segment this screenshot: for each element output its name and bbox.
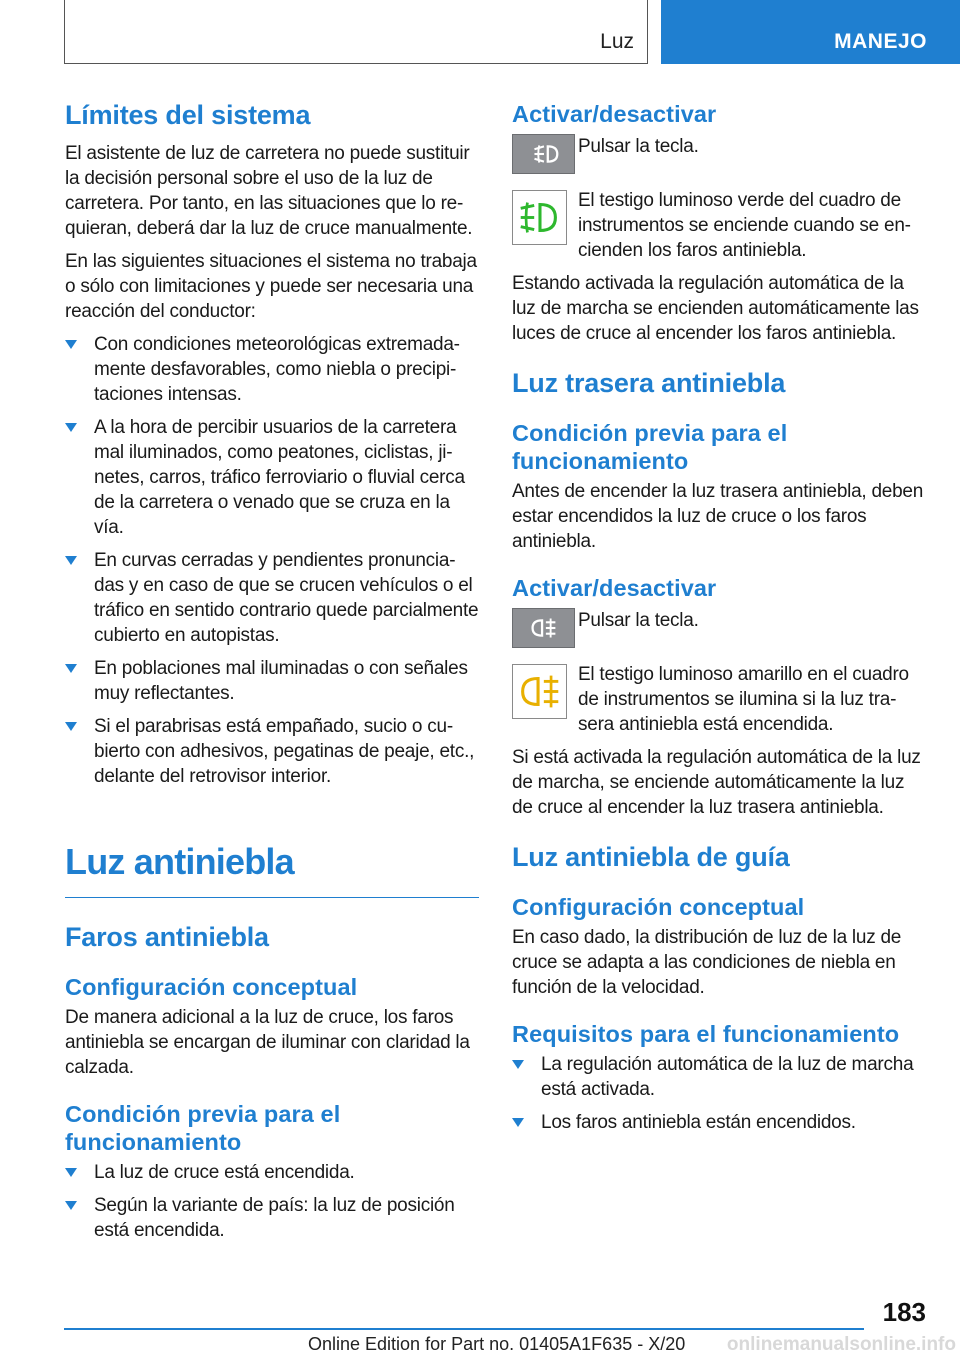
guide-requirements-heading: Requisitos para el funcionamiento (512, 1021, 900, 1047)
front-lamp-row (512, 188, 926, 263)
edition-text: Online Edition for Part no. 01405A1F635 - X/20 (308, 1334, 686, 1354)
front-fog-heading: Faros antiniebla (65, 922, 269, 952)
limits-list (65, 332, 479, 789)
rear-fog-indicator-icon (512, 664, 567, 719)
bullet-triangle-icon (512, 1060, 524, 1069)
rear-press-key-text: Pulsar la tecla. (578, 610, 699, 631)
front-key-row (512, 132, 926, 180)
list-item: Según la variante de país: la luz de posición está encendida. (65, 1193, 479, 1243)
list-item: Si el parabrisas está empañado, sucio o cubierto con adhesivos, pegatinas de peaje, etc., delante del retrovisor interior. (65, 714, 479, 789)
section-title: Luz (600, 30, 634, 53)
onoff-heading: Activar/desactivar (512, 101, 717, 127)
chapter-tab: MANEJO (661, 0, 960, 64)
list-item: A la hora de percibir usuarios de la carretera mal iluminados, como peatones, ciclistas, jinetes, carros, tráfico ferroviario o fluvial cerca de la carretera o venado que se cruza en la vía. (65, 415, 479, 540)
guide-fog-heading: Luz antiniebla de guía (512, 842, 790, 872)
rear-onoff-heading: Activar/desactivar (512, 575, 717, 601)
footer-divider (64, 1328, 864, 1330)
bullet-triangle-icon (512, 1118, 524, 1127)
list-item: Con condiciones meteorológicas extremadamente desfavorables, como niebla o precipitaciones intensas. (65, 332, 479, 407)
list-item: En curvas cerradas y pendientes pronunciadas y en caso de que se crucen vehículos o el tráfico en sentido contrario quede parcialmente cubierto en autopistas. (65, 548, 479, 648)
watermark: onlinemanualsonline.info (726, 1334, 956, 1355)
front-fog-key-icon (512, 134, 575, 174)
bullet-triangle-icon (65, 556, 77, 565)
rear-precondition-heading: Condición previa para el funcionamiento (512, 420, 788, 474)
concept-paragraph: De manera adicional a la luz de cruce, los faros antiniebla se encargan de iluminar con claridad la calzada. (65, 1007, 470, 1078)
guide-concept-paragraph: En caso dado, la distribución de luz de la luz de cruce se adapta a las condiciones de niebla en función de la velocidad. (512, 927, 902, 998)
rear-fog-heading: Luz trasera antiniebla (512, 368, 786, 398)
press-key-text: Pulsar la tecla. (578, 136, 699, 157)
front-auto-paragraph: Estando activada la regulación automática de la luz de marcha se encienden automáticamente las luces de cruce al encender los faros antiniebla. (512, 273, 919, 344)
right-column (512, 100, 926, 1143)
precondition-list (65, 1160, 479, 1243)
guide-requirements-list (512, 1052, 926, 1135)
rear-lamp-row (512, 662, 926, 737)
fog-light-heading: Luz antiniebla (65, 841, 479, 898)
page-number: 183 (882, 1297, 926, 1327)
header-frame (64, 0, 648, 64)
limits-paragraph-1: El asistente de luz de carretera no puede sustituir la decisión personal sobre el uso de la luz de carretera. Por tanto, en las situaciones que lo requieran, deberá dar la luz de cruce manualmente. (65, 143, 473, 239)
rear-key-row (512, 606, 926, 654)
bullet-triangle-icon (65, 340, 77, 349)
rear-precondition-paragraph: Antes de encender la luz trasera antiniebla, deben estar encendidos la luz de cruce o los faros antiniebla. (512, 481, 924, 552)
list-item: La luz de cruce está encendida. (65, 1160, 479, 1185)
list-item: Los faros antiniebla están encendidos. (512, 1110, 926, 1135)
limits-heading: Límites del sistema (65, 100, 311, 130)
rear-auto-paragraph: Si está activada la regulación automática de la luz de marcha, se enciende automáticamente la luz de cruce al encender la luz trasera antiniebla. (512, 747, 921, 818)
bullet-triangle-icon (65, 1201, 77, 1210)
list-item: La regulación automática de la luz de marcha está activada. (512, 1052, 926, 1102)
bullet-triangle-icon (65, 722, 77, 731)
limits-paragraph-2: En las siguientes situaciones el sistema no trabaja o sólo con limitaciones y puede ser necesaria una reacción del conductor: (65, 251, 477, 322)
left-column (65, 100, 479, 1251)
rear-fog-key-icon (512, 608, 575, 648)
front-fog-indicator-icon (512, 190, 567, 245)
precondition-heading: Condición previa para el funcionamiento (65, 1101, 341, 1155)
bullet-triangle-icon (65, 664, 77, 673)
list-item: En poblaciones mal iluminadas o con señales muy reflectantes. (65, 656, 479, 706)
bullet-triangle-icon (65, 1168, 77, 1177)
concept-heading: Configuración conceptual (65, 974, 358, 1000)
bullet-triangle-icon (65, 423, 77, 432)
guide-concept-heading: Configuración conceptual (512, 894, 805, 920)
front-lamp-text: El testigo luminoso verde del cuadro de instrumentos se enciende cuando se encienden los faros antiniebla. (578, 190, 911, 261)
rear-lamp-text: El testigo luminoso amarillo en el cuadro de instrumentos se ilumina si la luz trasera antiniebla está encendida. (578, 664, 909, 735)
